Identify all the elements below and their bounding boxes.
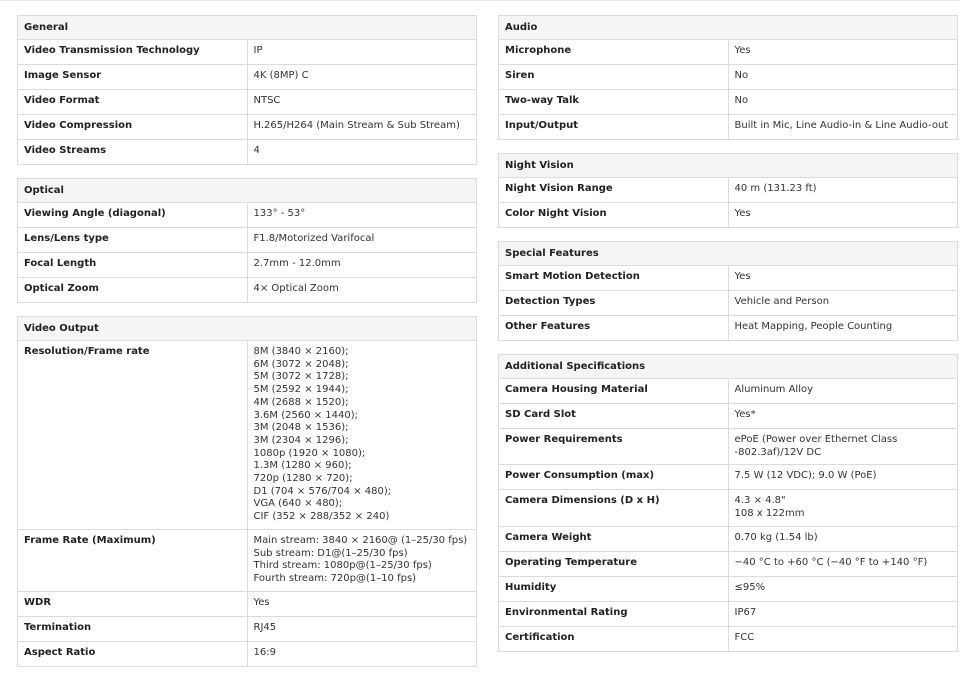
table-row [18, 65, 477, 90]
table-row [499, 178, 958, 203]
spec-value: 8M (3840 × 2160); 6M (3072 × 2048); 5M (3072 × 1728); 5M (2592 × 1944); 4M (2688 × 1520); 3.6M (2560 × 1440); 3M (2048 × 1536); 3M (2304 × 1296); 1080p (1920 × 1080); 1.3M (1280 × 960); 720p (1280 × 720); D1 (704 × 576/704 × 480); VGA (640 × 480); CIF (352 × 288/352 × 240) [247, 341, 477, 530]
spec-value: ePoE (Power over Ethernet Class -802.3af)/12V DC [728, 429, 958, 465]
table-row [18, 115, 477, 140]
table-row [499, 316, 958, 341]
spec-table-general [17, 15, 477, 165]
spec-value: Aluminum Alloy [728, 379, 958, 404]
spec-label: Lens/Lens type [18, 228, 248, 253]
spec-label: Night Vision Range [499, 178, 729, 203]
spec-value: No [728, 90, 958, 115]
spec-label: Operating Temperature [499, 551, 729, 576]
spec-table-video-output [17, 316, 477, 667]
section-title: Additional Specifications [499, 355, 958, 379]
spec-label: Termination [18, 616, 248, 641]
table-row [18, 529, 477, 591]
spec-value: Main stream: 3840 × 2160@ (1–25/30 fps) Sub stream: D1@(1–25/30 fps) Third stream: 1080p@(1–25/30 fps) Fourth stream: 720p@(1–10 fps) [247, 529, 477, 591]
table-row [499, 40, 958, 65]
table-row [499, 115, 958, 140]
spec-label: Two-way Talk [499, 90, 729, 115]
section-title: General [18, 16, 477, 40]
table-row [499, 65, 958, 90]
spec-value: ≤95% [728, 576, 958, 601]
spec-table-special-features [498, 241, 958, 341]
table-row [499, 601, 958, 626]
table-row [18, 278, 477, 303]
left-column [17, 15, 477, 680]
spec-value: Vehicle and Person [728, 291, 958, 316]
spec-label: Camera Housing Material [499, 379, 729, 404]
table-row [499, 551, 958, 576]
table-row [499, 526, 958, 551]
table-row [499, 90, 958, 115]
table-row [18, 641, 477, 666]
spec-label: Frame Rate (Maximum) [18, 529, 248, 591]
spec-label: Aspect Ratio [18, 641, 248, 666]
table-row [18, 616, 477, 641]
section-title: Optical [18, 179, 477, 203]
spec-table-additional [498, 354, 958, 652]
table-row [18, 90, 477, 115]
spec-label: Optical Zoom [18, 278, 248, 303]
spec-table-optical [17, 178, 477, 303]
spec-value: F1.8/Motorized Varifocal [247, 228, 477, 253]
spec-value: 133° - 53° [247, 203, 477, 228]
spec-label: Other Features [499, 316, 729, 341]
table-row [499, 626, 958, 651]
section-title: Special Features [499, 242, 958, 266]
table-row [499, 404, 958, 429]
spec-value: 40 m (131.23 ft) [728, 178, 958, 203]
spec-label: Video Compression [18, 115, 248, 140]
table-row [499, 203, 958, 228]
spec-label: Environmental Rating [499, 601, 729, 626]
table-row [18, 591, 477, 616]
spec-label: Detection Types [499, 291, 729, 316]
spec-label: Input/Output [499, 115, 729, 140]
spec-label: WDR [18, 591, 248, 616]
table-row [499, 266, 958, 291]
table-row [499, 576, 958, 601]
spec-label: SD Card Slot [499, 404, 729, 429]
spec-value: IP67 [728, 601, 958, 626]
table-row [18, 40, 477, 65]
top-divider [0, 0, 960, 1]
spec-label: Video Transmission Technology [18, 40, 248, 65]
spec-label: Color Night Vision [499, 203, 729, 228]
spec-value: Yes* [728, 404, 958, 429]
spec-label: Resolution/Frame rate [18, 341, 248, 530]
spec-label: Video Streams [18, 140, 248, 165]
spec-table-audio [498, 15, 958, 140]
spec-label: Humidity [499, 576, 729, 601]
spec-value: Yes [247, 591, 477, 616]
spec-label: Smart Motion Detection [499, 266, 729, 291]
spec-value: RJ45 [247, 616, 477, 641]
spec-value: NTSC [247, 90, 477, 115]
spec-value: No [728, 65, 958, 90]
spec-value: 7.5 W (12 VDC); 9.0 W (PoE) [728, 465, 958, 490]
spec-label: Video Format [18, 90, 248, 115]
spec-label: Power Requirements [499, 429, 729, 465]
table-row [499, 379, 958, 404]
spec-label: Certification [499, 626, 729, 651]
spec-value: Yes [728, 40, 958, 65]
spec-label: Focal Length [18, 253, 248, 278]
spec-label: Image Sensor [18, 65, 248, 90]
spec-value: FCC [734, 631, 755, 643]
spec-value: −40 °C to +60 °C (−40 °F to +140 °F) [728, 551, 958, 576]
spec-label: Camera Weight [499, 526, 729, 551]
table-row [499, 291, 958, 316]
section-title: Video Output [18, 317, 477, 341]
spec-value: H.265/H264 (Main Stream & Sub Stream) [247, 115, 477, 140]
spec-label: Viewing Angle (diagonal) [18, 203, 248, 228]
spec-label: Power Consumption (max) [499, 465, 729, 490]
table-row [18, 140, 477, 165]
spec-value: Yes [734, 208, 751, 219]
spec-value: 4× Optical Zoom [253, 283, 339, 294]
section-title: Audio [499, 16, 958, 40]
spec-value: 0.70 kg (1.54 lb) [728, 526, 958, 551]
spec-value: 16:9 [253, 646, 276, 658]
table-row [18, 228, 477, 253]
table-row [499, 429, 958, 465]
spec-label: Microphone [499, 40, 729, 65]
spec-value: 2.7mm - 12.0mm [247, 253, 477, 278]
table-row [499, 465, 958, 490]
spec-value: Heat Mapping, People Counting [734, 321, 893, 332]
spec-value: IP [247, 40, 477, 65]
spec-value: 4 [253, 145, 260, 156]
right-column [498, 15, 958, 665]
spec-value: 4K (8MP) C [247, 65, 477, 90]
spec-value: 4.3 × 4.8" 108 x 122mm [728, 490, 958, 526]
spec-label: Camera Dimensions (D x H) [499, 490, 729, 526]
spec-value: Built in Mic, Line Audio-in & Line Audio-out [734, 120, 949, 131]
spec-table-night-vision [498, 153, 958, 228]
table-row [18, 203, 477, 228]
spec-value: Yes [728, 266, 958, 291]
section-title: Night Vision [499, 154, 958, 178]
table-row [18, 341, 477, 530]
table-row [499, 490, 958, 526]
spec-label: Siren [499, 65, 729, 90]
table-row [18, 253, 477, 278]
